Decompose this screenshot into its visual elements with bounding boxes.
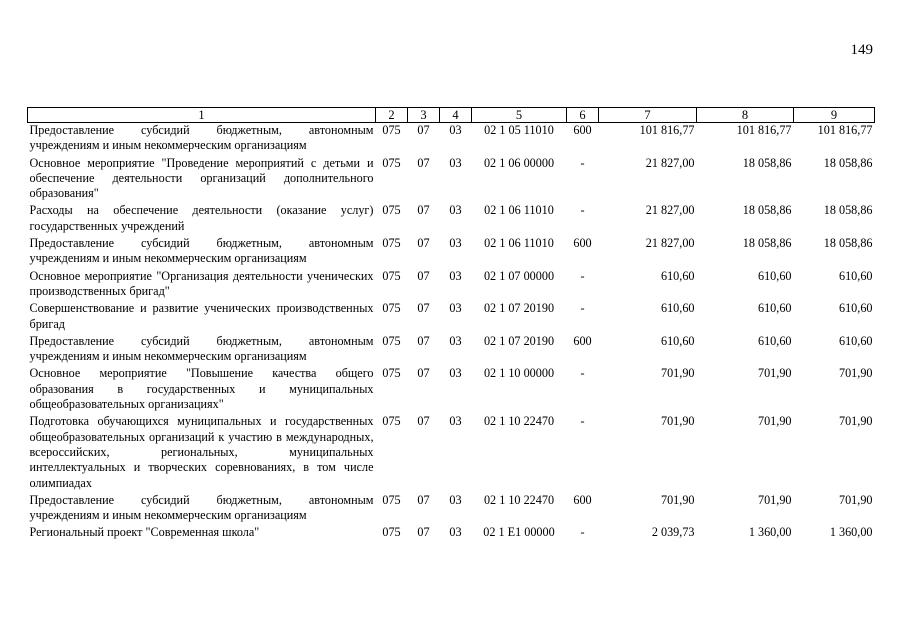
subsection-code-cell: 03 xyxy=(449,333,462,348)
amount-col9-cell: 18 058,86 xyxy=(823,203,873,218)
amount-col7-cell: 21 827,00 xyxy=(645,203,695,218)
table-row xyxy=(28,269,875,302)
amount-col8-cell: 101 816,77 xyxy=(736,123,792,137)
table-row xyxy=(28,525,875,542)
subsection-code-cell: 03 xyxy=(449,236,462,251)
amount-col8-cell: 701,90 xyxy=(757,492,792,507)
subsection-code-cell: 03 xyxy=(449,492,462,507)
amount-col8-cell: 18 058,86 xyxy=(742,155,792,170)
column-header: 8 xyxy=(697,108,794,123)
column-header: 5 xyxy=(472,108,567,123)
target-article-cell: 02 1 07 00000 xyxy=(483,268,555,283)
column-header: 1 xyxy=(28,108,376,123)
amount-col7-cell: 701,90 xyxy=(660,492,695,507)
amount-col9-cell: 18 058,86 xyxy=(823,155,873,170)
expense-name-cell: Основное мероприятие "Проведение мероприятий с детьми и обеспечение деятельности организаций дополнительного образования" xyxy=(29,155,374,201)
target-article-cell: 02 1 05 11010 xyxy=(484,123,554,137)
amount-col7-cell: 610,60 xyxy=(660,301,695,316)
ministry-code-cell: 075 xyxy=(382,268,401,283)
column-header: 9 xyxy=(794,108,875,123)
expense-type-cell: 600 xyxy=(573,492,592,507)
expense-name-cell: Расходы на обеспечение деятельности (оказание услуг) государственных учреждений xyxy=(29,203,374,233)
amount-col7-cell: 21 827,00 xyxy=(645,236,695,251)
ministry-code-cell: 075 xyxy=(382,155,401,170)
section-code-cell: 07 xyxy=(417,525,430,540)
table-row xyxy=(28,366,875,414)
expense-name-cell: Подготовка обучающихся муниципальных и государственных общеобразовательных организаций к участию в международных, всероссийских, региональных, муниципальных интеллектуальных и творческих соревнованиях, в том числе олимпиадах xyxy=(29,414,374,490)
ministry-code-cell: 075 xyxy=(382,492,401,507)
amount-col9-cell: 101 816,77 xyxy=(817,123,873,137)
ministry-code-cell: 075 xyxy=(382,333,401,348)
subsection-code-cell: 03 xyxy=(449,123,462,137)
amount-col7-cell: 101 816,77 xyxy=(639,123,695,137)
amount-col9-cell: 610,60 xyxy=(838,268,873,283)
section-code-cell: 07 xyxy=(417,414,430,429)
section-code-cell: 07 xyxy=(417,268,430,283)
target-article-cell: 02 1 06 00000 xyxy=(483,155,555,170)
target-article-cell: 02 1 07 20190 xyxy=(483,301,555,316)
subsection-code-cell: 03 xyxy=(449,414,462,429)
expense-type-cell: 600 xyxy=(573,123,592,137)
target-article-cell: 02 1 07 20190 xyxy=(483,333,555,348)
amount-col8-cell: 1 360,00 xyxy=(748,525,792,540)
expense-type-cell: - xyxy=(580,203,585,218)
column-header: 7 xyxy=(599,108,697,123)
header-row xyxy=(28,108,875,123)
page-number: 149 xyxy=(850,42,873,58)
expense-type-cell: - xyxy=(580,268,585,283)
subsection-code-cell: 03 xyxy=(449,155,462,170)
table-row xyxy=(28,236,875,269)
table-row xyxy=(28,301,875,334)
target-article-cell: 02 1 E1 00000 xyxy=(483,525,555,540)
target-article-cell: 02 1 06 11010 xyxy=(484,203,554,218)
ministry-code-cell: 075 xyxy=(382,366,401,381)
amount-col9-cell: 610,60 xyxy=(838,333,873,348)
ministry-code-cell: 075 xyxy=(382,236,401,251)
subsection-code-cell: 03 xyxy=(449,301,462,316)
amount-col7-cell: 2 039,73 xyxy=(651,525,695,540)
expense-name-cell: Предоставление субсидий бюджетным, автономным учреждениям и иным некоммерческим организациям xyxy=(29,333,374,364)
expense-name-cell: Региональный проект "Современная школа" xyxy=(29,525,260,540)
expense-type-cell: - xyxy=(580,414,585,429)
target-article-cell: 02 1 10 00000 xyxy=(483,366,555,381)
expense-name-cell: Предоставление субсидий бюджетным, автономным учреждениям и иным некоммерческим организациям xyxy=(29,492,374,523)
target-article-cell: 02 1 06 11010 xyxy=(484,236,554,251)
section-code-cell: 07 xyxy=(417,203,430,218)
ministry-code-cell: 075 xyxy=(382,203,401,218)
amount-col9-cell: 701,90 xyxy=(838,366,873,381)
table-body xyxy=(28,123,875,543)
amount-col8-cell: 610,60 xyxy=(757,301,792,316)
budget-table xyxy=(27,107,875,543)
amount-col8-cell: 18 058,86 xyxy=(742,236,792,251)
subsection-code-cell: 03 xyxy=(449,203,462,218)
expense-type-cell: - xyxy=(580,301,585,316)
amount-col7-cell: 21 827,00 xyxy=(645,155,695,170)
subsection-code-cell: 03 xyxy=(449,366,462,381)
amount-col7-cell: 610,60 xyxy=(660,333,695,348)
expense-name-cell: Основное мероприятие "Организация деятельности ученических производственных бригад" xyxy=(29,268,374,298)
expense-name-cell: Предоставление субсидий бюджетным, автономным учреждениям и иным некоммерческим организациям xyxy=(29,236,374,266)
ministry-code-cell: 075 xyxy=(382,123,401,137)
column-header: 4 xyxy=(440,108,472,123)
expense-name-cell: Предоставление субсидий бюджетным, автономным учреждениям и иным некоммерческим организациям xyxy=(29,123,374,153)
table-row xyxy=(28,123,875,156)
subsection-code-cell: 03 xyxy=(449,525,462,540)
section-code-cell: 07 xyxy=(417,155,430,170)
amount-col8-cell: 701,90 xyxy=(757,414,792,429)
target-article-cell: 02 1 10 22470 xyxy=(483,492,555,507)
amount-col8-cell: 610,60 xyxy=(757,333,792,348)
amount-col9-cell: 701,90 xyxy=(838,414,873,429)
section-code-cell: 07 xyxy=(417,366,430,381)
section-code-cell: 07 xyxy=(417,492,430,507)
amount-col9-cell: 701,90 xyxy=(838,492,873,507)
column-header: 6 xyxy=(567,108,599,123)
amount-col8-cell: 18 058,86 xyxy=(742,203,792,218)
section-code-cell: 07 xyxy=(417,123,430,137)
amount-col8-cell: 701,90 xyxy=(757,366,792,381)
ministry-code-cell: 075 xyxy=(382,301,401,316)
expense-type-cell: - xyxy=(580,525,585,540)
table-row xyxy=(28,414,875,492)
expense-type-cell: 600 xyxy=(573,333,592,348)
expense-type-cell: - xyxy=(580,366,585,381)
table-row xyxy=(28,203,875,236)
expense-type-cell: - xyxy=(580,155,585,170)
section-code-cell: 07 xyxy=(417,301,430,316)
column-header: 3 xyxy=(408,108,440,123)
table-row xyxy=(28,334,875,367)
amount-col9-cell: 1 360,00 xyxy=(829,525,873,540)
section-code-cell: 07 xyxy=(417,236,430,251)
table-row xyxy=(28,156,875,204)
amount-col9-cell: 610,60 xyxy=(838,301,873,316)
expense-type-cell: 600 xyxy=(573,236,592,251)
section-code-cell: 07 xyxy=(417,333,430,348)
target-article-cell: 02 1 10 22470 xyxy=(483,414,555,429)
amount-col7-cell: 701,90 xyxy=(660,414,695,429)
expense-name-cell: Основное мероприятие "Повышение качества общего образования в государственных и муниципальных общеобразовательных организациях" xyxy=(29,366,374,412)
table-row xyxy=(28,493,875,526)
amount-col7-cell: 610,60 xyxy=(660,268,695,283)
amount-col8-cell: 610,60 xyxy=(757,268,792,283)
column-header: 2 xyxy=(376,108,408,123)
ministry-code-cell: 075 xyxy=(382,525,401,540)
subsection-code-cell: 03 xyxy=(449,268,462,283)
amount-col9-cell: 18 058,86 xyxy=(823,236,873,251)
ministry-code-cell: 075 xyxy=(382,414,401,429)
expense-name-cell: Совершенствование и развитие ученических производственных бригад xyxy=(29,301,374,331)
amount-col7-cell: 701,90 xyxy=(660,366,695,381)
